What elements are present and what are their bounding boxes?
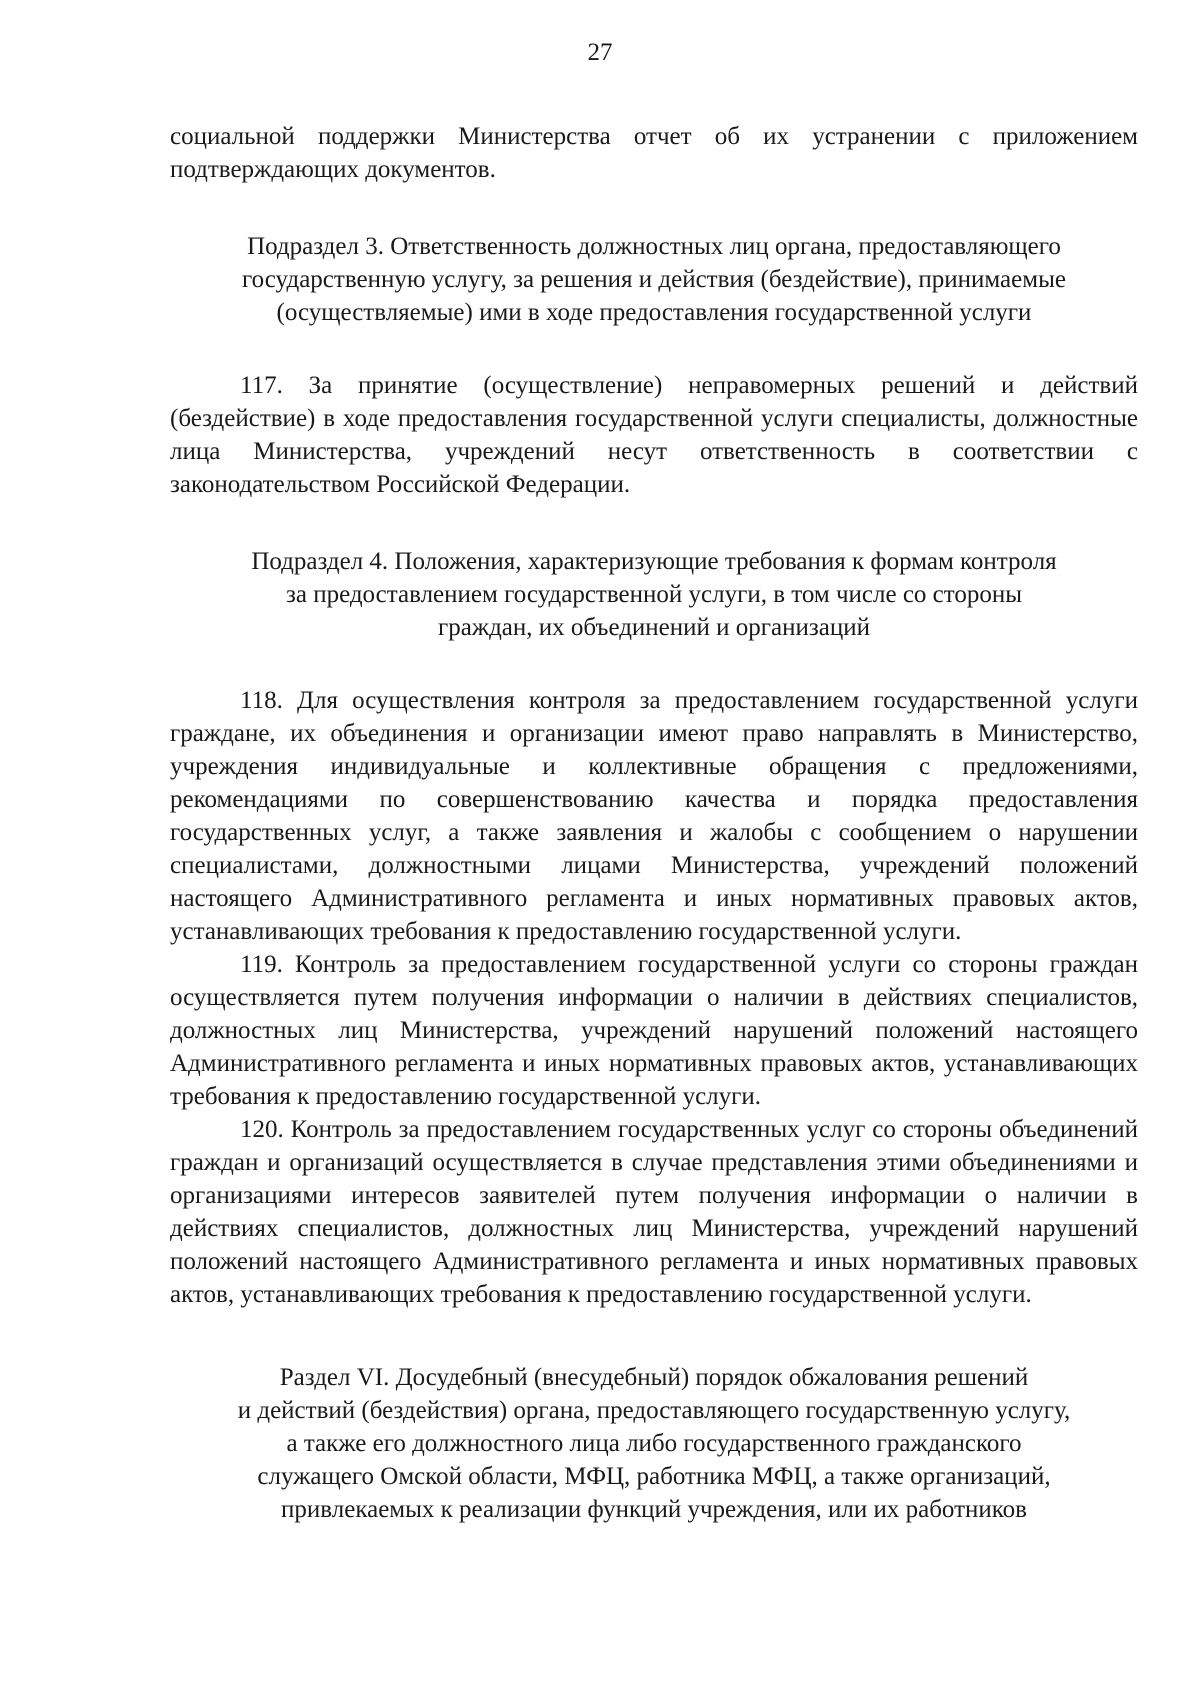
heading-line: (осуществляемые) ими в ходе предоставления государственной услуги [276, 299, 1032, 326]
heading-line: за предоставлением государственной услуги, в том числе со стороны [285, 581, 1023, 608]
heading-line: Подраздел 4. Положения, характеризующие требования к формам контроля [251, 548, 1057, 575]
heading-line: государственную услугу, за решения и действия (бездействие), принимаемые [242, 266, 1066, 293]
heading-line: граждан, их объединений и организаций [437, 614, 871, 641]
document-body [170, 120, 1138, 1526]
heading-line: а также его должностного лица либо государственного гражданского [286, 1430, 1022, 1457]
paragraph-117: 117. За принятие (осуществление) неправомерных решений и действий (бездействие) в ходе предоставления государственной услуги специалисты, должностные лица Министерства, учреждений несут ответственность в соответствии с законодательством Российской Федерации. [170, 372, 1138, 498]
paragraph-120: 120. Контроль за предоставлением государственных услуг со стороны объединений граждан и организаций осуществляется в случае представления этими объединениями и организациями интересов заявителей путем получения информации о наличии в действиях специалистов, должностных лиц Министерства, учреждений нарушений положений настоящего Административного регламента и иных нормативных правовых актов, устанавливающих требования к предоставлению государственной услуги. [170, 1116, 1138, 1308]
heading-line: служащего Омской области, МФЦ, работника МФЦ, а также организаций, [257, 1463, 1051, 1490]
intro-paragraph: социальной поддержки Министерства отчет об их устранении с приложением подтверждающих документов. [170, 123, 1138, 183]
page-number: 27 [587, 39, 613, 66]
heading-line: привлекаемых к реализации функций учреждения, или их работников [281, 1496, 1027, 1523]
heading-line: Подраздел 3. Ответственность должностных лиц органа, предоставляющего [247, 233, 1061, 260]
heading-line: Раздел VI. Досудебный (внесудебный) порядок обжалования решений [279, 1364, 1029, 1391]
subsection-3-heading [170, 230, 1138, 329]
subsection-4-heading [170, 545, 1138, 644]
paragraph-119: 119. Контроль за предоставлением государственной услуги со стороны граждан осуществляется путем получения информации о наличии в действиях специалистов, должностных лиц Министерства, учреждений нарушений положений настоящего Административного регламента и иных нормативных правовых актов, устанавливающих требования к предоставлению государственной услуги. [170, 951, 1138, 1110]
paragraph-118: 118. Для осуществления контроля за предоставлением государственной услуги граждане, их объединения и организации имеют право направлять в Министерство, учреждения индивидуальные и коллективные обращения с предложениями, рекомендациями по совершенствованию качества и порядка предоставления государственных услуг, а также заявления и жалобы с сообщением о нарушении специалистами, должностными лицами Министерства, учреждений положений настоящего Административного регламента и иных нормативных правовых актов, устанавливающих требования к предоставлению государственной услуги. [170, 687, 1138, 945]
heading-line: и действий (бездействия) органа, предоставляющего государственную услугу, [237, 1397, 1071, 1424]
section-6-heading [158, 1361, 1150, 1526]
